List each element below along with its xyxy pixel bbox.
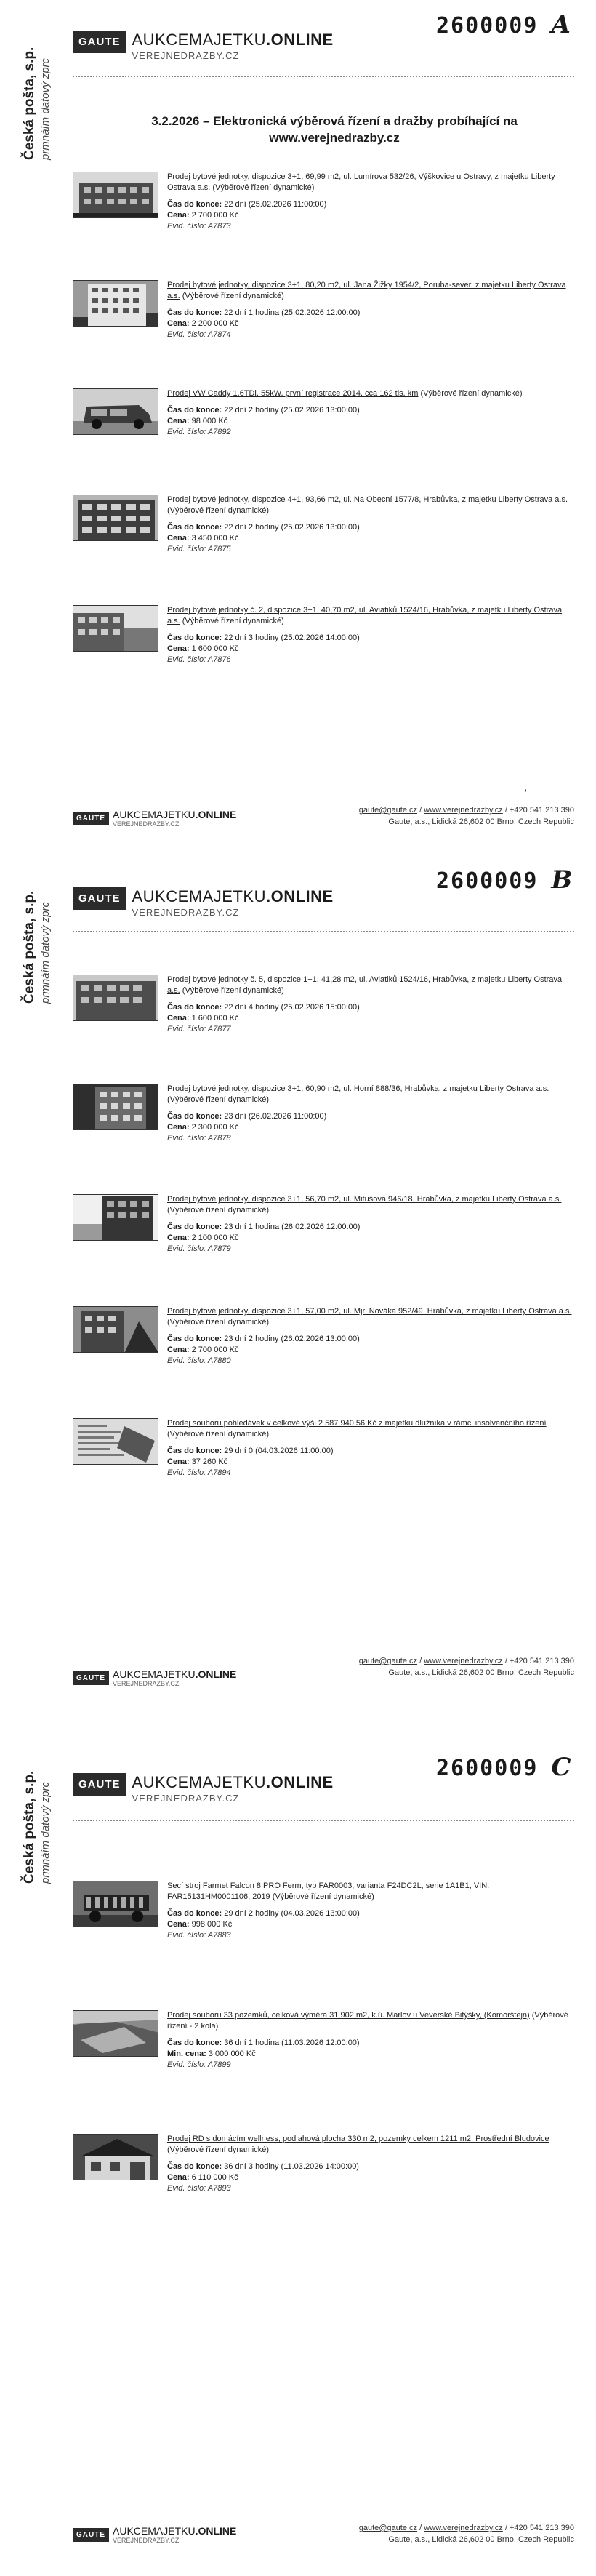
item-price: Cena: 98 000 Kč [167, 417, 228, 425]
item-price: Cena: 37 260 Kč [167, 1457, 228, 1466]
document-number-stamp: 2600009 A [436, 10, 572, 39]
footer-logo: GAUTE AUKCEMAJETKU.ONLINE VEREJNEDRAZBY.CZ [73, 809, 236, 828]
item-title-link[interactable]: Prodej souboru 33 pozemků, celková výměra 31 902 m2, k.ú. Marlov u Veverské Bitýšky, (Komorštejn) [167, 2011, 530, 2020]
brand-logo: GAUTE AUKCEMAJETKU.ONLINE VEREJNEDRAZBY.CZ [73, 1773, 334, 1804]
apartment-building-photo [73, 1306, 158, 1353]
item-time-left: Čas do konce: 23 dní 1 hodina (26.02.2026 12:00:00) [167, 1223, 361, 1231]
footer-web-link[interactable]: www.verejnedrazby.cz [424, 2524, 503, 2532]
house-photo [73, 2134, 158, 2180]
footer-logo: GAUTE AUKCEMAJETKU.ONLINE VEREJNEDRAZBY.CZ [73, 2525, 236, 2544]
item-time-left: Čas do konce: 29 dní 2 hodiny (04.03.2026 13:00:00) [167, 1909, 360, 1918]
postal-label-sub: prmnáím datový zprc [39, 57, 52, 160]
brand-logo-box: GAUTE [73, 31, 126, 53]
apartment-building-photo [73, 1084, 158, 1130]
item-title-link[interactable]: Prodej bytové jednotky č. 5, dispozice 1+1, 41,28 m2, ul. Aviatiků 1524/16, Hrabůvka, z majetku Liberty Ostrava a.s. [167, 975, 563, 995]
page-title [94, 113, 574, 146]
item-type: (Výběrové řízení dynamické) [182, 617, 284, 625]
item-price: Cena: 3 450 000 Kč [167, 534, 239, 543]
item-evid: Evid. číslo: A7876 [167, 655, 231, 664]
item-title-link[interactable]: Prodej bytové jednotky, dispozice 3+1, 57,00 m2, ul. Mjr. Nováka 952/49, Hrabůvka, z majetku Liberty Ostrava a.s. [167, 1307, 572, 1316]
footer-web-link[interactable]: www.verejnedrazby.cz [424, 1657, 503, 1665]
item-time-left: Čas do konce: 23 dní (26.02.2026 11:00:00) [167, 1112, 327, 1121]
land-plot-photo [73, 2010, 158, 2057]
item-type: (Výběrové řízení dynamické) [272, 1892, 374, 1901]
item-title-link[interactable]: Secí stroj Farmet Falcon 8 PRO Ferm, typ FAR0003, varianta F24DC2L, serie 1A1B1, VIN: FAR15131HM0001106, 2019 [167, 1881, 490, 1901]
item-time-left: Čas do konce: 22 dní 2 hodiny (25.02.2026 13:00:00) [167, 406, 360, 415]
item-evid: Evid. číslo: A7883 [167, 1931, 231, 1940]
item-title-link[interactable]: Prodej bytové jednotky, dispozice 4+1, 93,66 m2, ul. Na Obecní 1577/8, Hrabůvka, z majetku Liberty Ostrava a.s. [167, 495, 568, 504]
brand-logo: GAUTE AUKCEMAJETKU.ONLINE VEREJNEDRAZBY.CZ [73, 887, 334, 918]
document-page-b: Česká pošta, s.p. prmnáím datový zprc GAUTE AUKCEMAJETKU.ONLINE VEREJNEDRAZBY.CZ 2600009 B Prodej bytové jednotky č. 5, dispozice 1+1, 41,28 m2, ul. Aviatiků 1524/16, Hrabůvka, z majetku Liberty Ostrava a.s. (Výběrové řízení dynamické) Čas do konce: 22 dní 4 hodiny (25.02.2026 15:00:00) Cena: 1 600 000 Kč Evid. číslo: A7877 Prodej bytové jednotky, dispozice 3+1, 60,90 m2, ul. Horní 888/36, Hrabůvka, z majetku Liberty Ostrava a.s. (Výběrové řízení dynamické) Čas do konce: 23 dní (26.02.2026 11:00:00) Cena: 2 300 000 Kč Evid. číslo: A7878 Prodej bytové jednotky, dispozice 3+1, 56,70 m2, ul. Mitušova 946/18, Hrabůvka, z majetku Liberty Ostrava a.s. (Výběrové řízení dynamické) Čas do konce: 23 dní 1 hodina (26.02.2026 12:00:00) Cena: 2 100 000 Kč Evid. číslo: A7879 Prodej bytové jednotky, dispozice 3+1, 57,00 m2, ul. Mjr. Nováka 952/49, Hrabůvka, z majetku Liberty Ostrava a.s. (Výběrové řízení dynamické) Čas do konce: 23 dní 2 hodiny (26.02.2026 13:00:00) Cena: 2 700 000 Kč Evid. číslo: A7880 Prodej souboru pohledávek v celkové výši 2 587 940,56 Kč z majetku dlužníka v rámci insolvenčního řízení (Výběrové řízení dynamické) Čas do konce: 29 dní 0 (04.03.2026 11:00:00) Cena: 37 260 Kč Evid. číslo: A7894 GAUTE AUKCEMAJETKU.ONLINE VEREJNEDRAZBY.CZ gaute@gaute.cz / www.verejnedrazby.cz / +420 541 213 390 Gaute, a.s., Lidická 26,602 00 Brno, Czech Republic [22, 865, 574, 1687]
item-price: Cena: 2 300 000 Kč [167, 1123, 239, 1132]
item-type: (Výběrové řízení dynamické) [167, 1095, 269, 1104]
item-time-left: Čas do konce: 36 dní 3 hodiny (11.03.2026 14:00:00) [167, 2162, 359, 2171]
brand-name: AUKCEMAJETKU.ONLINE [132, 31, 334, 49]
apartment-building-photo [73, 1194, 158, 1241]
item-title-link[interactable]: Prodej RD s domácím wellness, podlahová plocha 330 m2, pozemky celkem 1211 m2, Prostřední Bludovice [167, 2135, 549, 2143]
item-type: (Výběrové řízení dynamické) [420, 389, 523, 398]
item-time-left: Čas do konce: 29 dní 0 (04.03.2026 11:00:00) [167, 1447, 334, 1455]
item-evid: Evid. číslo: A7893 [167, 2184, 231, 2193]
item-price: Cena: 2 200 000 Kč [167, 319, 239, 328]
title-url-link[interactable]: www.verejnedrazby.cz [269, 131, 400, 145]
item-evid: Evid. číslo: A7878 [167, 1134, 231, 1143]
document-number-stamp: 2600009 C [436, 1753, 573, 1782]
footer-email-link[interactable]: gaute@gaute.cz [358, 2524, 418, 2532]
brand-logo [73, 31, 334, 61]
seeder-machine-photo [73, 1881, 158, 1927]
item-min-price: Min. cena: 3 000 000 Kč [167, 2049, 256, 2058]
item-type: (Výběrové řízení dynamické) [182, 292, 284, 300]
apartment-building-photo [73, 975, 158, 1021]
footer-address: Gaute, a.s., Lidická 26,602 00 Brno, Czech Republic [388, 817, 574, 826]
apartment-building-photo [73, 605, 158, 652]
document-page-c: Česká pošta, s.p. prmnáím datový zprc GAUTE AUKCEMAJETKU.ONLINE VEREJNEDRAZBY.CZ 2600009 C Secí stroj Farmet Falcon 8 PRO Ferm, typ FAR0003, varianta F24DC2L, serie 1A1B1, VIN: FAR15131HM0001106, 2019 (Výběrové řízení dynamické) Čas do konce: 29 dní 2 hodiny (04.03.2026 13:00:00) Cena: 998 000 Kč Evid. číslo: A7883 Prodej souboru 33 pozemků, celková výměra 31 902 m2, k.ú. Marlov u Veverské Bitýšky, (Komorštejn) (Výběrové řízení - 2 kola) Čas do konce: 36 dní 1 hodina (11.03.2026 12:00:00) Min. cena: 3 000 000 Kč Evid. číslo: A7899 Prodej RD s domácím wellness, podlahová plocha 330 m2, pozemky celkem 1211 m2, Prostřední Bludovice (Výběrové řízení dynamické) Čas do konce: 36 dní 3 hodiny (11.03.2026 14:00:00) Cena: 6 110 000 Kč Evid. číslo: A7893 GAUTE AUKCEMAJETKU.ONLINE VEREJNEDRAZBY.CZ gaute@gaute.cz / www.verejnedrazby.cz / +420 541 213 390 Gaute, a.s., Lidická 26,602 00 Brno, Czech Republic [22, 1753, 574, 2544]
item-evid: Evid. číslo: A7880 [167, 1356, 231, 1365]
item-time-left: Čas do konce: 22 dní 2 hodiny (25.02.2026 13:00:00) [167, 523, 360, 532]
item-evid: Evid. číslo: A7879 [167, 1244, 231, 1253]
car-photo [73, 388, 158, 435]
item-title-link[interactable]: Prodej bytové jednotky č. 2, dispozice 3+1, 40,70 m2, ul. Aviatiků 1524/16, Hrabůvka, z majetku Liberty Ostrava a.s. [167, 606, 563, 625]
item-type: (Výběrové řízení dynamické) [167, 1318, 269, 1327]
apartment-building-photo [73, 495, 158, 541]
brand-subname: VEREJNEDRAZBY.CZ [132, 50, 240, 61]
item-title-link[interactable]: Prodej souboru pohledávek v celkové výši 2 587 940,56 Kč z majetku dlužníka v rámci insolvenčního řízení [167, 1419, 547, 1428]
item-price: Cena: 2 100 000 Kč [167, 1233, 239, 1242]
apartment-building-photo [73, 280, 158, 327]
item-evid: Evid. číslo: A7873 [167, 222, 231, 231]
item-price: Cena: 998 000 Kč [167, 1920, 233, 1929]
item-evid: Evid. číslo: A7877 [167, 1025, 231, 1033]
page-title-line: 3.2.2026 – Elektronická výběrová řízení a dražby probíhající na [151, 114, 518, 128]
item-time-left: Čas do konce: 36 dní 1 hodina (11.03.2026 12:00:00) [167, 2039, 360, 2047]
item-type: (Výběrové řízení dynamické) [167, 1430, 269, 1439]
item-type: (Výběrové řízení dynamické) [167, 506, 269, 515]
item-time-left: Čas do konce: 23 dní 2 hodiny (26.02.2026 13:00:00) [167, 1335, 360, 1343]
footer-address: Gaute, a.s., Lidická 26,602 00 Brno, Czech Republic [388, 1668, 574, 1677]
item-title-link[interactable]: Prodej VW Caddy 1,6TDi, 55kW, první registrace 2014, cca 162 tis. km [167, 389, 419, 398]
item-title-link[interactable]: Prodej bytové jednotky, dispozice 3+1, 69,99 m2, ul. Lumírova 532/26, Výškovice u Ostravy, z majetku Liberty Ostrava a.s. [167, 172, 555, 192]
item-price: Cena: 1 600 000 Kč [167, 1014, 239, 1023]
footer-logo: GAUTE AUKCEMAJETKU.ONLINE VEREJNEDRAZBY.CZ [73, 1668, 236, 1687]
item-time-left: Čas do konce: 22 dní 1 hodina (25.02.2026 12:00:00) [167, 308, 361, 317]
item-time-left: Čas do konce: 22 dní 3 hodiny (25.02.2026 14:00:00) [167, 633, 360, 642]
footer-contact: gaute@gaute.cz / www.verejnedrazby.cz / +420 541 213 390 Gaute, a.s., Lidická 26,602 00 Brno, Czech Republic [313, 2522, 574, 2545]
item-type: (Výběrové řízení dynamické) [167, 2145, 269, 2154]
item-price: Cena: 1 600 000 Kč [167, 644, 239, 653]
handwritten-mark: ' [525, 787, 527, 799]
item-evid: Evid. číslo: A7892 [167, 428, 231, 436]
item-type: (Výběrové řízení dynamické) [182, 986, 284, 995]
item-type: (Výběrové řízení - 2 kola) [167, 2011, 568, 2031]
item-time-left: Čas do konce: 22 dní (25.02.2026 11:00:00) [167, 200, 327, 209]
footer-contact: gaute@gaute.cz / www.verejnedrazby.cz / +420 541 213 390 Gaute, a.s., Lidická 26,602 00 Brno, Czech Republic [313, 1655, 574, 1679]
item-title-link[interactable]: Prodej bytové jednotky, dispozice 3+1, 80,20 m2, ul. Jana Žižky 1954/2, Poruba-sever, z majetku Liberty Ostrava a.s. [167, 281, 566, 300]
header-divider [73, 76, 574, 77]
header-divider [73, 1820, 574, 1821]
item-evid: Evid. číslo: A7875 [167, 545, 231, 553]
item-price: Cena: 6 110 000 Kč [167, 2173, 238, 2182]
footer-email-link[interactable]: gaute@gaute.cz [358, 806, 418, 815]
footer-address: Gaute, a.s., Lidická 26,602 00 Brno, Czech Republic [388, 2535, 574, 2544]
item-evid: Evid. číslo: A7874 [167, 330, 231, 339]
apartment-photo [73, 172, 158, 218]
item-type: (Výběrové řízení dynamické) [212, 183, 315, 192]
documents-photo [73, 1418, 158, 1465]
footer-web-link[interactable]: www.verejnedrazby.cz [424, 806, 503, 815]
document-page-a [0, 0, 596, 858]
item-title-link[interactable]: Prodej bytové jednotky, dispozice 3+1, 60,90 m2, ul. Horní 888/36, Hrabůvka, z majetku Liberty Ostrava a.s. [167, 1084, 549, 1093]
document-number-stamp: 2600009 B [436, 865, 574, 895]
item-time-left: Čas do konce: 22 dní 4 hodiny (25.02.2026 15:00:00) [167, 1003, 360, 1012]
item-price: Cena: 2 700 000 Kč [167, 211, 239, 220]
header-divider [73, 931, 574, 932]
footer-email-link[interactable]: gaute@gaute.cz [358, 1657, 418, 1665]
footer-contact: gaute@gaute.cz / www.verejnedrazby.cz / +420 541 213 390 Gaute, a.s., Lidická 26,602 00 Brno, Czech Republic [313, 804, 574, 828]
postal-label-main: Česká pošta, s.p. [22, 47, 37, 160]
item-evid: Evid. číslo: A7894 [167, 1468, 231, 1477]
item-title-link[interactable]: Prodej bytové jednotky, dispozice 3+1, 56,70 m2, ul. Mitušova 946/18, Hrabůvka, z majetku Liberty Ostrava a.s. [167, 1195, 562, 1204]
item-evid: Evid. číslo: A7899 [167, 2060, 231, 2069]
item-price: Cena: 2 700 000 Kč [167, 1345, 239, 1354]
item-type: (Výběrové řízení dynamické) [167, 1206, 269, 1215]
